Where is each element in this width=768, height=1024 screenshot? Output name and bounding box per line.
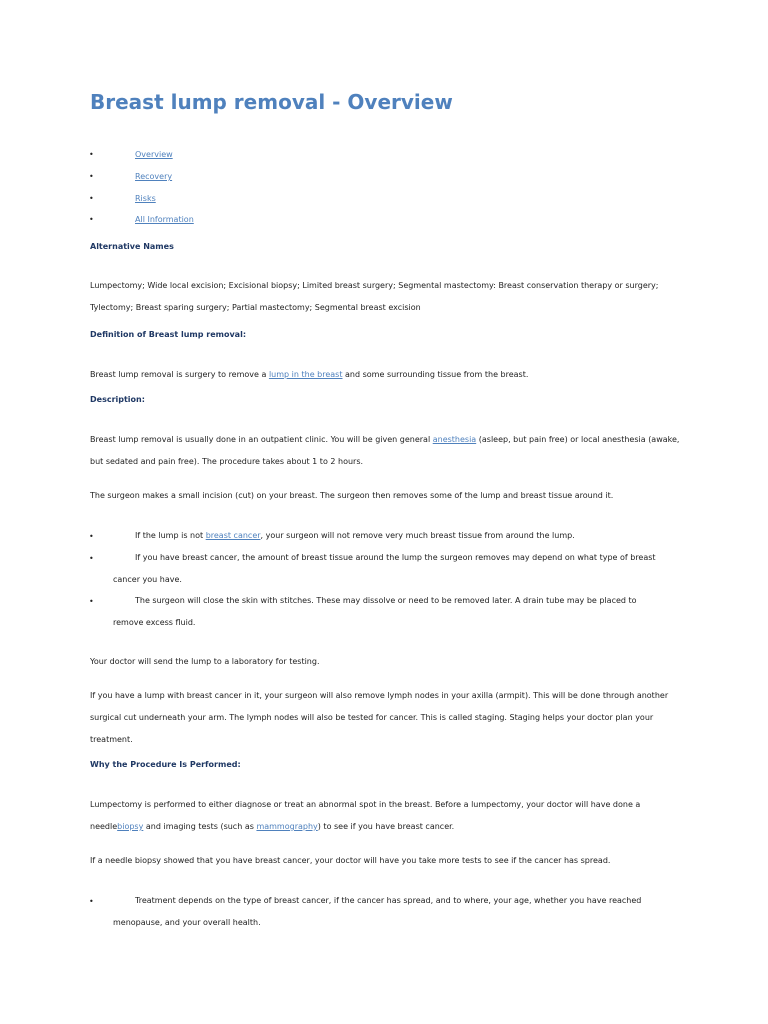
link-breast-cancer[interactable]: breast cancer <box>205 531 261 540</box>
why-text-part: and imaging tests (such as <box>143 822 257 831</box>
description-paragraph-3: Your doctor will send the lump to a laboratory for testing. <box>90 657 320 666</box>
link-mammography[interactable]: mammography <box>256 822 318 831</box>
why-paragraph-2: If a needle biopsy showed that you have breast cancer, your doctor will have you take more tests to see if the cancer has spread. <box>90 856 611 865</box>
why-text-part: Lumpectomy is performed to either diagnose or treat an abnormal spot in the breast. Before a lumpectomy, your doctor will have done a needle <box>90 800 641 831</box>
nav-link-overview[interactable]: Overview <box>135 150 173 159</box>
bullet-icon: • <box>89 194 94 203</box>
bullet-icon: • <box>89 597 94 606</box>
page-title: Breast lump removal - Overview <box>90 90 453 114</box>
section-heading-why-performed: Why the Procedure Is Performed: <box>90 760 241 769</box>
list-item-text-part: If the lump is not <box>135 531 206 540</box>
list-item-text-part: , your surgeon will not remove very much breast tissue from around the lump. <box>260 531 575 540</box>
nav-link-recovery[interactable]: Recovery <box>135 172 173 181</box>
bullet-icon: • <box>89 172 94 181</box>
section-heading-description: Description: <box>90 395 145 404</box>
section-heading-alternative-names: Alternative Names <box>90 242 174 251</box>
link-lump-in-the-breast[interactable]: lump in the breast <box>268 370 343 379</box>
link-anesthesia[interactable]: anesthesia <box>432 435 477 444</box>
bullet-icon: • <box>89 215 94 224</box>
list-item-treatment-depends: Treatment depends on the type of breast cancer, if the cancer has spread, and to where, your age, whether you have reached menopause, and your overall health. <box>113 896 642 927</box>
alternative-names-text: Lumpectomy; Wide local excision; Excisional biopsy; Limited breast surgery; Segmental mastectomy: Breast conservation therapy or surgery; Tylectomy; Breast sparing surgery; Partial mastectomy; Segmental breast excision <box>90 281 659 312</box>
bullet-icon: • <box>89 897 94 906</box>
definition-text <box>90 364 690 386</box>
list-item-lump-not-cancer <box>113 525 663 547</box>
bullet-icon: • <box>89 554 94 563</box>
section-heading-definition: Definition of Breast lump removal: <box>90 330 247 339</box>
description-paragraph-2: The surgeon makes a small incision (cut) on your breast. The surgeon then removes some of the lump and breast tissue around it. <box>90 491 614 500</box>
description-paragraph-4: If you have a lump with breast cancer in it, your surgeon will also remove lymph nodes in your axilla (armpit). This will be done through another surgical cut underneath your arm. The lymph nodes will also be tested for cancer. This is called staging. Staging helps your doctor plan your treatment. <box>90 691 669 744</box>
definition-text-part: and some surrounding tissue from the breast. <box>342 370 529 379</box>
bullet-icon: • <box>89 532 94 541</box>
list-item-close-skin: The surgeon will close the skin with stitches. These may dissolve or need to be removed later. A drain tube may be placed to remove excess fluid. <box>113 596 637 627</box>
list-item-amount-of-tissue: If you have breast cancer, the amount of breast tissue around the lump the surgeon removes may depend on what type of breast cancer you have. <box>113 553 656 584</box>
nav-link-risks[interactable]: Risks <box>135 194 156 203</box>
link-biopsy[interactable]: biopsy <box>117 822 144 831</box>
bullet-icon: • <box>89 150 94 159</box>
description-text-part: Breast lump removal is usually done in an outpatient clinic. You will be given general <box>90 435 433 444</box>
definition-text-part: Breast lump removal is surgery to remove a <box>90 370 269 379</box>
description-paragraph-1 <box>90 429 690 473</box>
nav-link-all-information[interactable]: All Information <box>135 215 194 224</box>
why-paragraph-1 <box>90 794 690 838</box>
description-text-part: (asleep, but pain free) or local anesthesia (awake, but sedated and pain free). The procedure takes about 1 to 2 hours. <box>90 435 680 466</box>
why-text-part: ) to see if you have breast cancer. <box>317 822 455 831</box>
